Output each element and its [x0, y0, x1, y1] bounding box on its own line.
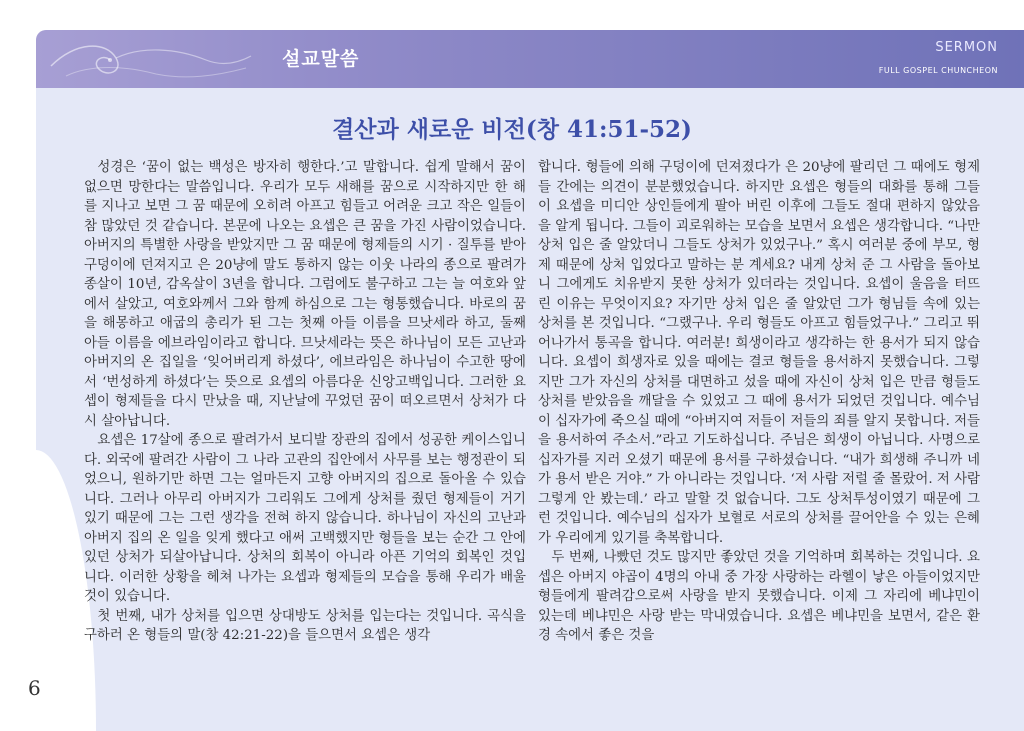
sermon-label: SERMON — [935, 40, 998, 55]
sermon-title: 결산과 새로운 비전(창 41:51-52) — [332, 116, 692, 143]
church-label: FULL GOSPEL CHUNCHEON — [878, 66, 998, 75]
body-column-left — [84, 158, 526, 646]
page-number: 6 — [28, 676, 41, 700]
body-paragraph: 합니다. 형들에 의해 구덩이에 던져졌다가 은 20냥에 팔리던 그 때에도 형제들 간에는 의견이 분분했었습니다. 하지만 요셉은 형들의 대화를 통해 그들이 요셉을 미디안 상인들에게 팔아 버린 이후에 그들도 절대 편하지 않았음을 알게 됩니다. 그들이 괴로워하는 모습을 보면서 요셉은 생각합니다. “나만 상처 입은 줄 알았더니 그들도 상처가 있었구나.” 혹시 여러분 중에 부모, 형제 때문에 상처 입었다고 말하는 분 계세요? 내게 상처 준 그 사람을 돌아보니 그에게도 치유받지 못한 상처가 있더라는 것입니다. 요셉이 울음을 터뜨린 이유는 무엇이지요? 자기만 상처 입은 줄 알았던 그가 형님들 속에 있는 상처를 본 것입니다. “그랬구나. 우리 형들도 아프고 힘들었구나.” 그리고 뛰어나가서 통곡을 합니다. 여러분! 희생이라고 생각하는 한 용서가 되지 않습니다. 요셉이 희생자로 있을 때에는 결코 형들을 용서하지 못했습니다. 그렇지만 그가 자신의 상처를 대면하고 섰을 때에 자신이 상처 입은 만큼 형들도 상처를 받았음을 깨달을 수 있었고 그 때에 용서가 되었던 것입니다. 예수님이 십자가에 죽으실 때에 “아버지여 저들이 저들의 죄를 알지 못합니다. 저들을 용서하여 주소서.”라고 기도하십니다. 주님은 희생이 아닙니다. 사명으로 십자가를 지러 오셨기 때문에 용서를 구하셨습니다. “내가 희생해 주니까 네가 용서 받은 거야.” 가 아니라는 것입니다. ‘저 사람 저럴 줄 몰랐어. 저 사람 그렇게 안 봤는데.’ 라고 말할 것 없습니다. 그도 상처투성이였기 때문에 그런 것입니다. 예수님의 십자가 보혈로 서로의 상처를 끌어안을 수 있는 은혜가 우리에게 있기를 축복합니다. — [538, 160, 980, 546]
section-title: 설교말씀 — [282, 48, 360, 70]
body-paragraph: 요셉은 17살에 종으로 팔려가서 보디발 장관의 집에서 성공한 케이스입니다. 외국에 팔려간 사람이 그 나라 고관의 집안에서 사무를 보는 행정관이 되었으니, 원하기만 하면 그는 얼마든지 고향 아버지의 집으로 돌아올 수 있습니다. 그러나 아무리 아버지가 그리워도 그에게 상처를 줬던 형제들이 거기 있기 때문에 그는 그런 생각을 전혀 하지 않습니다. 하나님이 자신의 고난과 아버지 집의 온 일을 잊게 했다고 애써 고백했지만 형들을 보는 순간 그 안에 있던 상처가 되살아납니다. 상처의 회복이 아니라 아픈 기억의 회복인 것입니다. 이러한 상황을 헤쳐 나가는 요셉과 형제들의 모습을 통해 우리가 배울 것이 있습니다. — [84, 433, 526, 604]
body-paragraph: 성경은 ‘꿈이 없는 백성은 방자히 행한다.’고 말합니다. 쉽게 말해서 꿈이 없으면 망한다는 말씀입니다. 우리가 모두 새해를 꿈으로 시작하지만 한 해를 지나고 보면 그 꿈 때문에 오히려 아프고 힘들고 어려운 크고 작은 일들이 참 많았던 것 같습니다. 본문에 나오는 요셉은 큰 꿈을 가진 사람이었습니다. 아버지의 특별한 사랑을 받았지만 그 꿈 때문에 형제들의 시기 · 질투를 받아 구덩이에 던져지고 은 20냥에 말도 통하지 않는 이웃 나라의 종으로 팔려가 종살이 10년, 감옥살이 3년을 합니다. 그럼에도 불구하고 그는 늘 여호와 앞에서 살았고, 여호와께서 그와 함께 하심으로 그는 형통했습니다. 바로의 꿈을 해몽하고 애굽의 총리가 된 그는 첫째 아들 이름을 므낫세라 하고, 둘째 아들 이름을 에브라임이라고 합니다. 므낫세라는 뜻은 하나님이 모든 고난과 아버지의 온 집일을 ‘잊어버리게 하셨다’, 에브라임은 하나님이 수고한 땅에서 ‘번성하게 하셨다’는 뜻으로 요셉의 아름다운 신앙고백입니다. 그러한 요셉이 형제들을 다시 만났을 때, 지난날에 꾸었던 꿈이 떠오르면서 상처가 다시 살아납니다. — [84, 160, 526, 429]
body-paragraph: 첫 번째, 내가 상처를 입으면 상대방도 상처를 입는다는 것입니다. 곡식을 구하러 온 형들의 말(창 42:21-22)을 들으면서 요셉은 생각 — [84, 608, 526, 643]
ornament-swirl-icon — [46, 36, 256, 82]
body-column-right — [538, 158, 980, 646]
body-paragraph: 두 번째, 나빴던 것도 많지만 좋았던 것을 기억하며 회복하는 것입니다. 요셉은 아버지 야곱이 4명의 아내 중 가장 사랑하는 라헬이 낳은 아들이었지만 형들에게 팔려감으로써 사랑을 받지 못했습니다. 이제 그 자리에 베냐민이 있는데 베냐민은 사랑 받는 막내였습니다. 요셉은 베냐민을 보면서, 같은 환경 속에서 좋은 것을 — [538, 550, 980, 643]
